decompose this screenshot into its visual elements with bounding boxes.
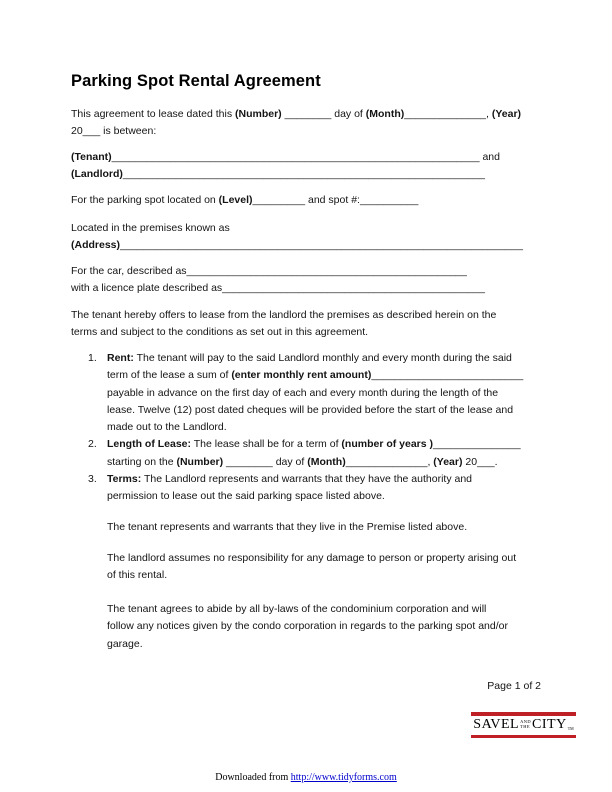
- text-segment: The landlord assumes no responsibility for any damage to person or property arising out: [107, 552, 517, 564]
- list-number: 2.: [88, 438, 97, 451]
- text-segment: 20___ is between:: [71, 125, 157, 138]
- text-segment: (Month): [365, 108, 405, 120]
- text-segment: For the parking spot located on: [71, 194, 219, 206]
- paragraph-car: [71, 263, 543, 298]
- text-segment: Length of Lease:: [107, 438, 192, 451]
- text-segment: (Year): [433, 455, 463, 468]
- text-line: [107, 385, 543, 402]
- footer-link[interactable]: http://www.tidyforms.com: [290, 772, 397, 783]
- logo-bottom-bar: [471, 735, 576, 739]
- list-item-text: [107, 471, 543, 506]
- text-line: [107, 471, 543, 488]
- document-title: Parking Spot Rental Agreement: [71, 72, 321, 90]
- text-segment: ______________,: [345, 455, 434, 468]
- paragraph-parties: [71, 149, 543, 184]
- paragraph-intro: [71, 106, 543, 141]
- text-segment: The tenant will pay to the said Landlord monthly and every month during the said: [133, 352, 512, 364]
- text-segment: _______________: [433, 438, 521, 451]
- savel-and-the-city-logo: [471, 712, 576, 738]
- logo-word-city: CITY: [532, 716, 567, 732]
- text-segment: of this rental.: [107, 569, 168, 582]
- text-segment: (Tenant): [71, 151, 112, 163]
- text-line: [107, 519, 547, 536]
- paragraph-parking-spot: [71, 192, 543, 209]
- text-segment: ________ day of: [223, 455, 308, 468]
- text-segment: payable in advance on the first day of each and every month during the length of the: [107, 386, 499, 399]
- logo-word-and: AND: [520, 718, 532, 724]
- logo-word-the: THE: [520, 723, 531, 729]
- text-segment: (enter monthly rent amount): [231, 369, 372, 382]
- text-line: [107, 550, 547, 567]
- paragraph-offer: [71, 307, 543, 342]
- text-line: [107, 454, 543, 471]
- list-item-terms: [71, 471, 543, 506]
- text-segment: (Year): [491, 108, 522, 120]
- text-segment: (Month): [307, 455, 346, 468]
- text-line: [107, 488, 543, 505]
- logo-trademark: TM: [567, 725, 574, 731]
- text-line: [107, 636, 547, 653]
- list-item-text: [107, 350, 543, 436]
- text-segment: garage.: [107, 637, 143, 650]
- text-segment: (number of years ): [341, 438, 434, 451]
- text-line: [71, 166, 543, 183]
- text-line: [71, 324, 543, 341]
- text-segment: lease. Twelve (12) post dated cheques will be provided before the start of the lease and: [107, 403, 514, 416]
- text-line: [107, 350, 543, 367]
- text-line: [71, 123, 543, 140]
- text-segment: terms and subject to the conditions as set out in this agreement.: [71, 326, 369, 339]
- text-segment: starting on the: [107, 455, 177, 468]
- logo-text: [471, 716, 576, 735]
- page-number: Page 1 of 2: [487, 680, 541, 692]
- text-segment: (Number): [235, 108, 282, 120]
- clause-landlord-responsibility: [107, 550, 547, 585]
- text-line: [71, 220, 543, 237]
- text-segment: The tenant represents and warrants that they live in the Premise listed above.: [107, 521, 468, 533]
- clause-bylaws: [107, 601, 547, 653]
- text-line: [107, 419, 543, 436]
- text-line: [107, 601, 547, 618]
- text-line: [71, 307, 543, 324]
- list-item-length-of-lease: [71, 436, 543, 471]
- text-segment: The tenant agrees to abide by all by-laws of the condominium corporation and will: [107, 603, 487, 615]
- text-segment: (Level): [218, 194, 253, 206]
- text-segment: The tenant hereby offers to lease from the landlord the premises as described herein on the: [71, 309, 497, 321]
- text-line: [71, 106, 543, 123]
- list-number: 1.: [88, 352, 97, 364]
- text-segment: The Landlord represents and warrants that they have the authority and: [141, 473, 472, 486]
- text-line: [107, 618, 547, 635]
- text-segment: (Landlord): [71, 168, 123, 181]
- text-line: [107, 567, 547, 584]
- text-segment: follow any notices given by the condo corporation in regards to the parking spot and/or: [107, 620, 508, 633]
- footer: [0, 772, 612, 783]
- text-line: [71, 192, 543, 209]
- list-item-text: [107, 436, 543, 471]
- text-segment: _______________________________________________________________: [111, 151, 480, 163]
- text-segment: (Number): [176, 455, 224, 468]
- text-segment: _________ and spot #:__________: [252, 194, 419, 206]
- text-line: [71, 149, 543, 166]
- text-segment: The lease shall be for a term of: [191, 438, 342, 451]
- text-segment: ________ day of: [281, 108, 366, 120]
- logo-word-savel: SAVEL: [473, 716, 520, 732]
- text-segment: (Address): [71, 239, 121, 252]
- text-segment: term of the lease a sum of: [107, 369, 232, 382]
- clause-tenant-warrants: [107, 519, 547, 536]
- text-line: [107, 402, 543, 419]
- text-segment: _____________________________________________________________________: [120, 239, 523, 252]
- numbered-list: [71, 350, 543, 506]
- text-segment: Located in the premises known as: [71, 222, 230, 234]
- text-segment: permission to lease out the said parking space listed above.: [107, 490, 385, 503]
- text-segment: ______________,: [404, 108, 492, 120]
- footer-text: Downloaded from: [215, 772, 291, 783]
- text-segment: 20___.: [462, 455, 498, 468]
- text-line: [107, 367, 543, 384]
- text-segment: For the car, described as________________________________________________: [71, 265, 467, 277]
- text-line: [71, 280, 543, 297]
- text-segment: made out to the Landlord.: [107, 421, 227, 434]
- text-line: [107, 436, 543, 453]
- text-segment: with a licence plate described as_____________________________________________: [71, 282, 485, 295]
- text-segment: and: [479, 151, 500, 163]
- list-number: 3.: [88, 473, 97, 486]
- paragraph-premises: [71, 220, 543, 255]
- list-item-rent: [71, 350, 543, 436]
- logo-and-the: [520, 720, 531, 729]
- text-segment: __________________________: [371, 369, 524, 382]
- text-segment: ______________________________________________________________: [122, 168, 485, 181]
- text-line: [71, 237, 543, 254]
- text-line: [71, 263, 543, 280]
- text-segment: This agreement to lease dated this: [71, 108, 236, 120]
- text-segment: Terms:: [107, 473, 142, 486]
- text-segment: Rent:: [107, 352, 134, 364]
